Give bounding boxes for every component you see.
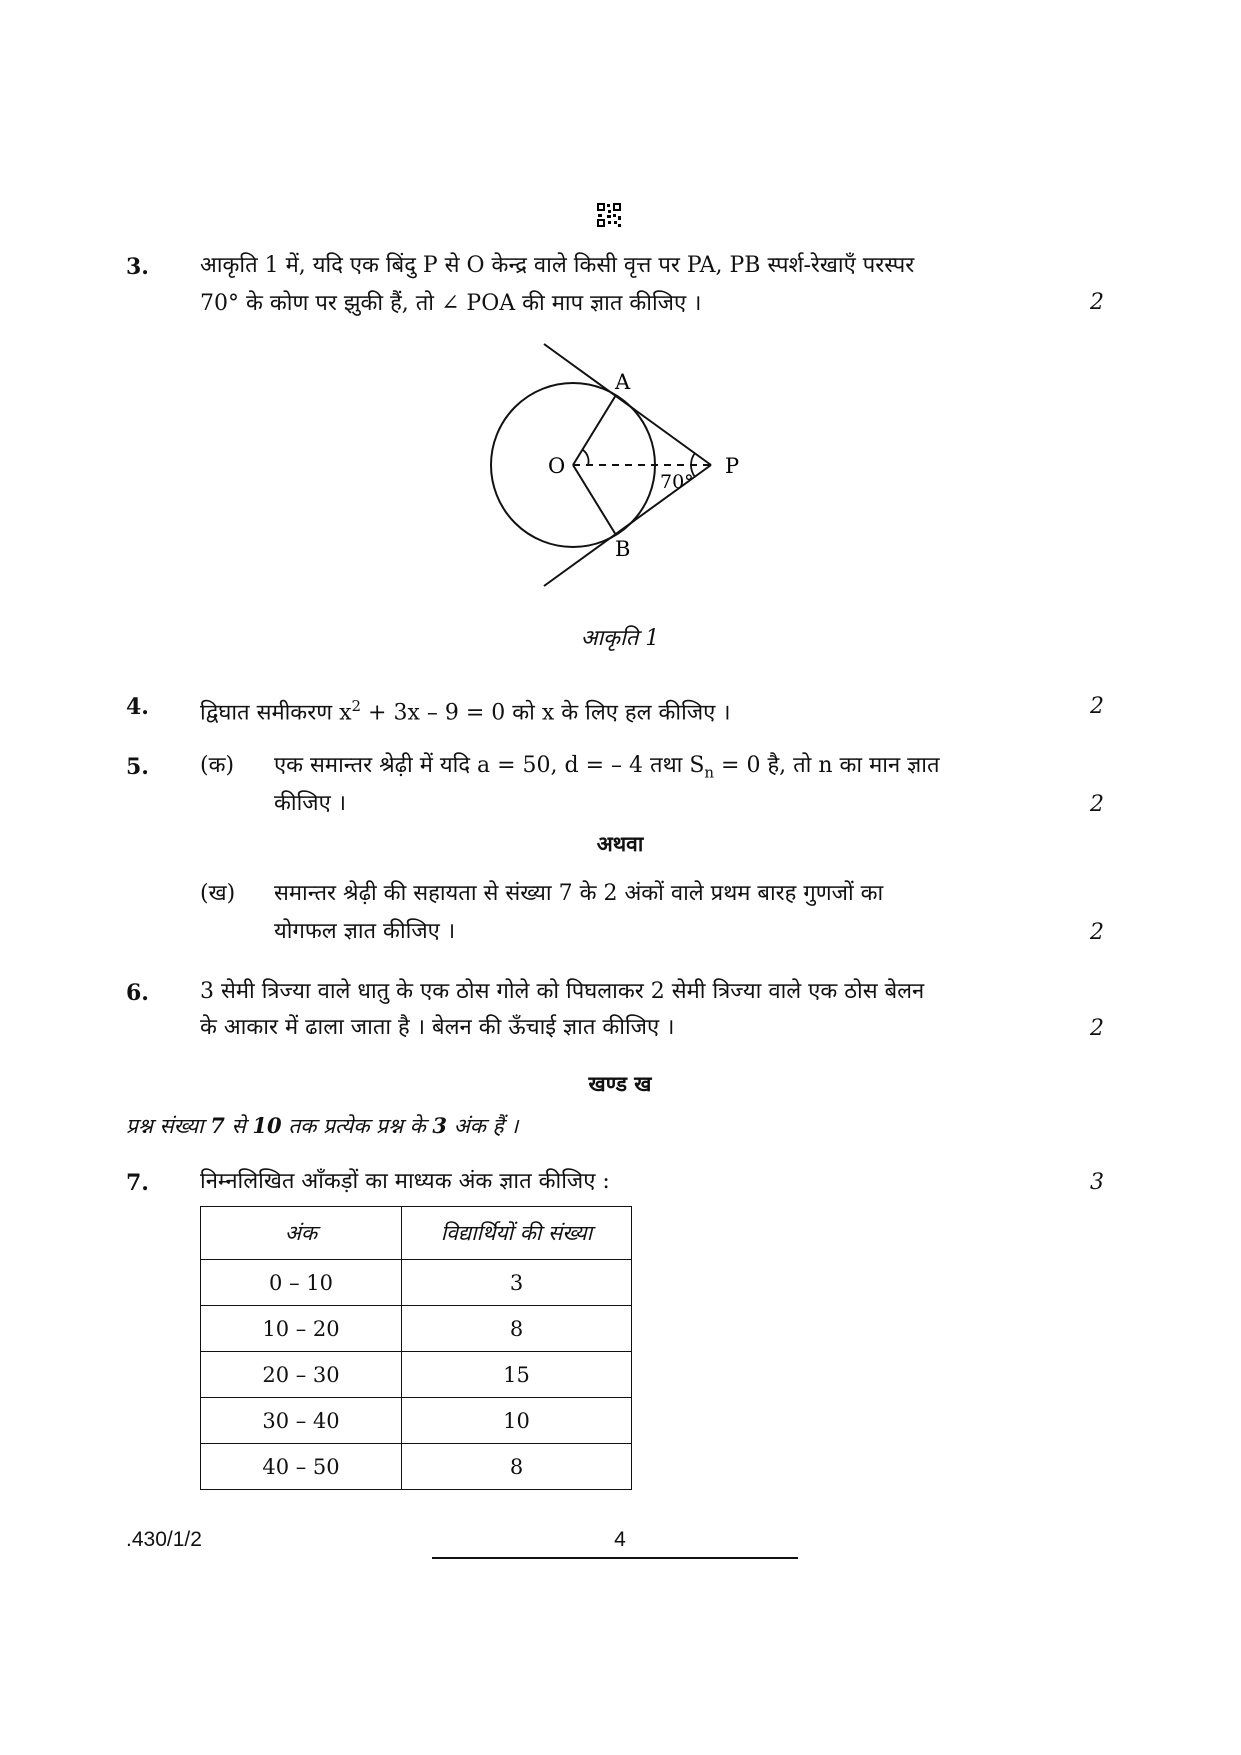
marks: 3: [1090, 1170, 1104, 1195]
angle-label: 70°: [660, 471, 694, 493]
question-number: 5.: [126, 754, 149, 780]
figure-caption: आकृति 1: [580, 626, 660, 651]
table-cell: 10: [402, 1398, 632, 1444]
table-row: [201, 1260, 632, 1306]
section-heading: खण्ड ख: [588, 1071, 652, 1096]
marks: 2: [1090, 792, 1104, 817]
qr-code-icon: [596, 202, 622, 228]
label-o: O: [548, 454, 566, 478]
data-table: [200, 1206, 632, 1490]
label-a: A: [615, 370, 631, 394]
question-text-line: कीजिए ।: [274, 791, 347, 816]
table-header-marks: अंक: [201, 1207, 402, 1260]
question-text-line: निम्नलिखित आँकड़ों का माध्यक अंक ज्ञात कीजिए :: [200, 1169, 610, 1194]
question-text-line: 3 सेमी त्रिज्या वाले धातु के एक ठोस गोले को पिघलाकर 2 सेमी त्रिज्या वाले एक ठोस बेलन: [200, 979, 925, 1004]
table-row: [201, 1306, 632, 1352]
table-cell: 8: [402, 1306, 632, 1352]
table-cell: 3: [402, 1260, 632, 1306]
paper-code: .430/1/2: [126, 1528, 202, 1551]
radius-oa: [573, 395, 616, 465]
question-number: 4.: [126, 694, 149, 720]
page-number: 4: [614, 1528, 626, 1551]
table-header-students: विद्यार्थियों की संख्या: [402, 1207, 632, 1260]
table-cell: 20 – 30: [201, 1352, 402, 1398]
table-cell: 30 – 40: [201, 1398, 402, 1444]
table-row: [201, 1352, 632, 1398]
angle-arc-o: [583, 450, 589, 465]
label-b: B: [615, 537, 631, 561]
table-cell: 8: [402, 1444, 632, 1490]
sub-question-label: (क): [200, 753, 235, 778]
or-heading: अथवा: [596, 831, 644, 856]
label-p: P: [725, 454, 740, 478]
question-text-line: 70° के कोण पर झुकी हैं, तो ∠ POA की माप ज्ञात कीजिए ।: [200, 291, 702, 316]
marks: 2: [1090, 290, 1104, 315]
sub-question-label: (ख): [200, 881, 236, 906]
table-header-row: [201, 1207, 632, 1260]
question-text-line: योगफल ज्ञात कीजिए ।: [274, 919, 456, 944]
question-number: 3.: [126, 254, 149, 280]
table-cell: 40 – 50: [201, 1444, 402, 1490]
question-text-line: द्विघात समीकरण $x^2 + 3x - 9 = 0$ को x के लिए हल कीजिए ।: [200, 697, 731, 726]
marks: 2: [1090, 1016, 1104, 1041]
table-row: [201, 1398, 632, 1444]
question-number: 7.: [126, 1170, 149, 1196]
question-text-line: एक समान्तर श्रेढ़ी में यदि a = 50, d = – 4 तथा $S_n = 0$ है, तो n का मान ज्ञात: [274, 753, 940, 782]
radius-ob: [573, 465, 616, 535]
section-instructions: प्रश्न संख्या 7 से 10 तक प्रत्येक प्रश्न के 3 अंक हैं ।: [126, 1113, 519, 1138]
question-text-line: आकृति 1 में, यदि एक बिंदु P से O केन्द्र वाले किसी वृत्त पर PA, PB स्पर्श-रेखाएँ परस्पर: [200, 253, 915, 278]
tangent-line-pa: [544, 344, 711, 465]
table-cell: 10 – 20: [201, 1306, 402, 1352]
footer-rule: [432, 1557, 798, 1559]
marks: 2: [1090, 694, 1104, 719]
table-row: [201, 1444, 632, 1490]
table-cell: 0 – 10: [201, 1260, 402, 1306]
table-cell: 15: [402, 1352, 632, 1398]
marks: 2: [1090, 920, 1104, 945]
question-text-line: के आकार में ढाला जाता है । बेलन की ऊँचाई ज्ञात कीजिए ।: [200, 1015, 675, 1040]
question-number: 6.: [126, 980, 149, 1006]
question-text-line: समान्तर श्रेढ़ी की सहायता से संख्या 7 के 2 अंकों वाले प्रथम बारह गुणजों का: [274, 881, 884, 906]
figure-tangents-circle: [470, 340, 780, 600]
